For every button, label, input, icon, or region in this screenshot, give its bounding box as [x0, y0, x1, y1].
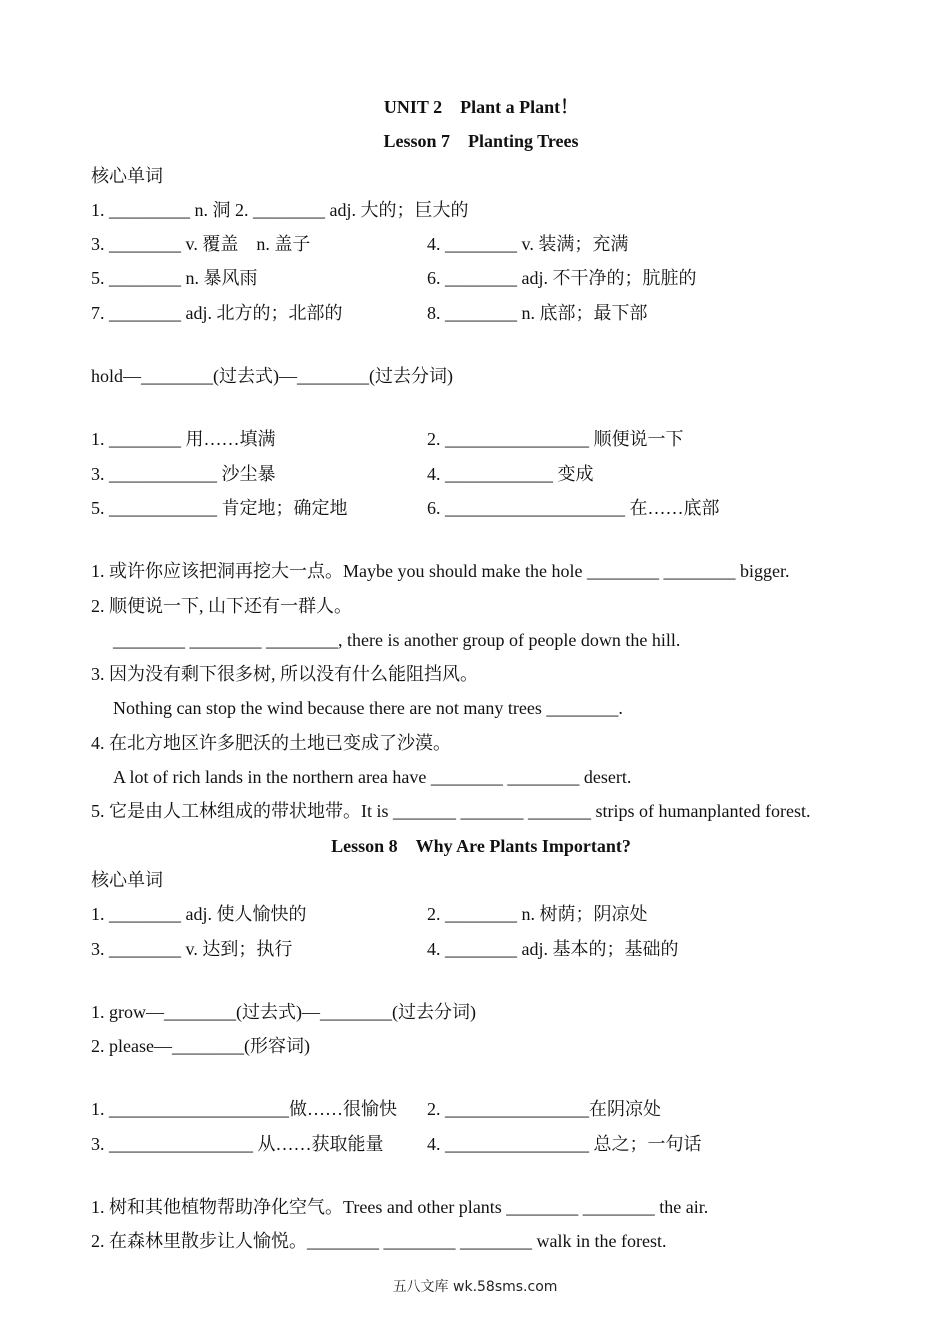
lesson7-sentence-3-cn: 3. 因为没有剩下很多树, 所以没有什么能阻挡风。: [91, 664, 478, 685]
lesson8-forms-1: 1. grow—________(过去式)—________(过去分词): [91, 1001, 476, 1022]
lesson7-vocab-6: 6. ________ adj. 不干净的；肮脏的: [427, 268, 697, 289]
lesson7-sentence-3-en: Nothing can stop the wind because there are not many trees ________.: [113, 698, 623, 719]
lesson7-phrase-6: 6. ____________________ 在……底部: [427, 497, 720, 518]
lesson7-vocab-7: 7. ________ adj. 北方的；北部的: [91, 302, 343, 323]
lesson7-sentence-2-cn: 2. 顺便说一下, 山下还有一群人。: [91, 595, 352, 616]
lesson7-sentence-2-en: ________ ________ ________, there is another group of people down the hill.: [113, 629, 681, 650]
lesson8-forms-2: 2. please—________(形容词): [91, 1036, 310, 1057]
lesson8-vocab-row: [91, 897, 871, 931]
worksheet: [91, 90, 871, 1259]
lesson8-phrase-row: [91, 1092, 871, 1126]
lesson7-vocab-row: [91, 227, 871, 261]
lesson7-forms: hold—________(过去式)—________(过去分词): [91, 366, 453, 387]
lesson8-vocab-heading: 核心单词: [91, 869, 163, 890]
lesson7-phrase-row: [91, 422, 871, 456]
footer-watermark: 五八文库 wk.58sms.com: [392, 1279, 558, 1295]
lesson7-vocab-heading: 核心单词: [91, 165, 163, 186]
lesson7-vocab-row: [91, 261, 871, 295]
lesson7-vocab-row: [91, 296, 871, 330]
lesson8-vocab-3: 3. ________ v. 达到；执行: [91, 938, 293, 959]
lesson7-phrase-4: 4. ____________ 变成: [427, 463, 594, 484]
lesson7-sentence-1: 1. 或许你应该把洞再挖大一点。Maybe you should make the hole ________ ________ bigger.: [91, 561, 790, 582]
lesson7-phrase-row: [91, 491, 871, 525]
lesson7-vocab-3: 3. ________ v. 覆盖 n. 盖子: [91, 234, 311, 255]
lesson8-vocab-row: [91, 932, 871, 966]
lesson7-sentence-4-cn: 4. 在北方地区许多肥沃的土地已变成了沙漠。: [91, 732, 451, 753]
lesson7-phrase-5: 5. ____________ 肯定地；确定地: [91, 497, 348, 518]
lesson7-vocab-5: 5. ________ n. 暴风雨: [91, 268, 258, 289]
lesson8-title: Lesson 8 Why Are Plants Important?: [331, 835, 631, 856]
lesson7-vocab-1: 1. _________ n. 洞 2. ________ adj. 大的；巨大的: [91, 199, 469, 220]
lesson8-phrase-row: [91, 1127, 871, 1161]
lesson8-phrase-4: 4. ________________ 总之；一句话: [427, 1133, 702, 1154]
lesson7-title: Lesson 7 Planting Trees: [383, 131, 579, 152]
lesson7-sentence-5: 5. 它是由人工林组成的带状地带。It is _______ _______ _______ strips of humanplanted forest.: [91, 801, 811, 822]
lesson8-vocab-1: 1. ________ adj. 使人愉快的: [91, 904, 307, 925]
unit-title: UNIT 2 Plant a Plant！: [383, 97, 579, 117]
lesson7-sentence-4-en: A lot of rich lands in the northern area have ________ ________ desert.: [113, 767, 632, 788]
lesson8-vocab-4: 4. ________ adj. 基本的；基础的: [427, 938, 679, 959]
lesson8-sentence-1: 1. 树和其他植物帮助净化空气。Trees and other plants ________ ________ the air.: [91, 1197, 709, 1218]
lesson7-vocab-4: 4. ________ v. 装满；充满: [427, 234, 629, 255]
lesson8-phrase-3: 3. ________________ 从……获取能量: [91, 1133, 384, 1154]
lesson8-vocab-2: 2. ________ n. 树荫；阴凉处: [427, 904, 648, 925]
lesson7-phrase-row: [91, 457, 871, 491]
lesson7-phrase-2: 2. ________________ 顺便说一下: [427, 429, 684, 450]
lesson7-phrase-1: 1. ________ 用……填满: [91, 429, 276, 450]
lesson7-phrase-3: 3. ____________ 沙尘暴: [91, 463, 276, 484]
lesson8-sentence-2: 2. 在森林里散步让人愉悦。________ ________ ________ walk in the forest.: [91, 1231, 667, 1252]
lesson8-phrase-1: 1. ____________________做……很愉快: [91, 1099, 397, 1120]
lesson8-phrase-2: 2. ________________在阴凉处: [427, 1099, 661, 1120]
lesson7-vocab-8: 8. ________ n. 底部；最下部: [427, 302, 648, 323]
